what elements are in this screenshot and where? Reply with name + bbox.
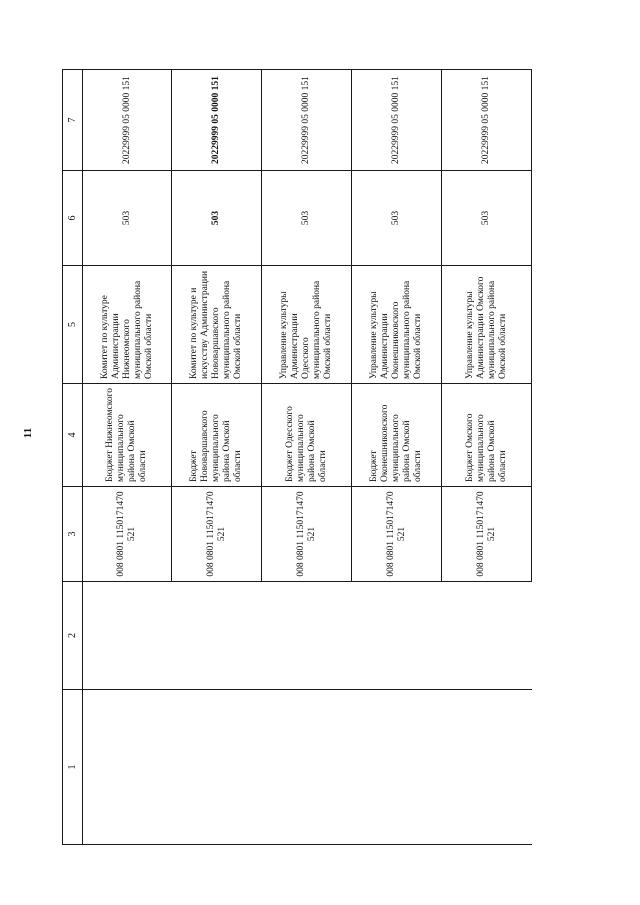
column-header: 5	[63, 266, 83, 384]
header-row	[63, 70, 83, 845]
cell-recipient: Бюджет Оконешниковского муниципального района Омской области	[352, 384, 442, 487]
budget-table	[62, 69, 532, 845]
cell-organization: Управление культуры Администрации Омского муниципального района Омской области	[442, 266, 532, 384]
table-row	[172, 70, 262, 845]
cell-recipient: Бюджет Нововаршавского муниципального района Омской области	[172, 384, 262, 487]
cell-code: 008 0801 1150171470 521	[262, 487, 352, 582]
cell-number: 503	[82, 171, 172, 266]
cell-col1	[172, 690, 262, 845]
table-row	[352, 70, 442, 845]
cell-col2	[352, 582, 442, 690]
cell-col1	[262, 690, 352, 845]
cell-recipient: Бюджет Одесского муниципального района Омской области	[262, 384, 352, 487]
cell-organization: Управление культуры Администрации Оконешниковского муниципального района Омской области	[352, 266, 442, 384]
cell-kbk: 20229999 05 0000 151	[352, 70, 442, 171]
table-row	[82, 70, 172, 845]
cell-col1	[442, 690, 532, 845]
cell-kbk: 20229999 05 0000 151	[262, 70, 352, 171]
cell-kbk: 20229999 05 0000 151	[442, 70, 532, 171]
cell-col2	[442, 582, 532, 690]
cell-col2	[172, 582, 262, 690]
table-row	[442, 70, 532, 845]
cell-recipient: Бюджет Нижнеомского муниципального района Омской области	[82, 384, 172, 487]
cell-number: 503	[442, 171, 532, 266]
column-header: 1	[63, 690, 83, 845]
cell-kbk: 20229999 05 0000 151	[172, 70, 262, 171]
cell-col1	[82, 690, 172, 845]
cell-organization: Управление культуры Администрации Одесского муниципального района Омской области	[262, 266, 352, 384]
page-number: 11	[22, 427, 34, 439]
table-row	[262, 70, 352, 845]
cell-col2	[82, 582, 172, 690]
cell-code: 008 0801 1150171470 521	[442, 487, 532, 582]
cell-organization: Комитет по культуре Администрации Нижнеомского муниципального района Омской области	[82, 266, 172, 384]
cell-number: 503	[172, 171, 262, 266]
cell-organization: Комитет по культуре и искусству Администрации Нововаршавского муниципального района Омской области	[172, 266, 262, 384]
column-header: 4	[63, 384, 83, 487]
cell-col2	[262, 582, 352, 690]
cell-code: 008 0801 1150171470 521	[352, 487, 442, 582]
column-header: 7	[63, 70, 83, 171]
column-header: 2	[63, 582, 83, 690]
cell-code: 008 0801 1150171470 521	[82, 487, 172, 582]
column-header: 6	[63, 171, 83, 266]
cell-kbk: 20229999 05 0000 151	[82, 70, 172, 171]
table-container	[62, 70, 532, 845]
column-header: 3	[63, 487, 83, 582]
cell-recipient: Бюджет Омского муниципального района Омской области	[442, 384, 532, 487]
cell-number: 503	[262, 171, 352, 266]
cell-number: 503	[352, 171, 442, 266]
cell-col1	[352, 690, 442, 845]
cell-code: 008 0801 1150171470 521	[172, 487, 262, 582]
